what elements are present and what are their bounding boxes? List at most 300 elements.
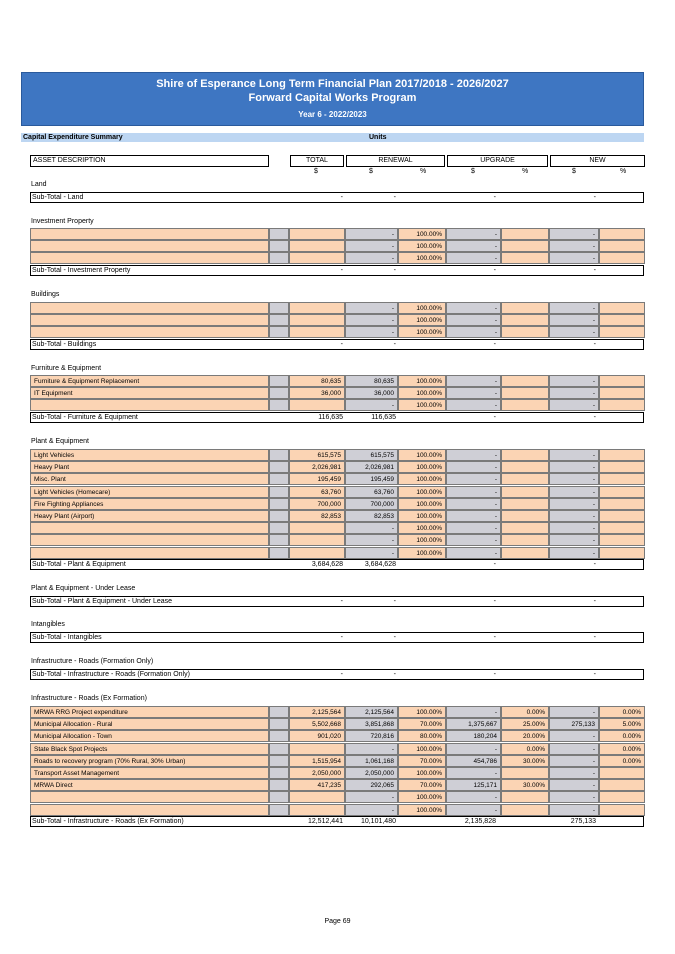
cell-renewal-pct[interactable]: 100.00% bbox=[398, 387, 446, 399]
cell-new-pct[interactable] bbox=[599, 510, 645, 522]
cell-total[interactable]: 2,026,981 bbox=[289, 461, 345, 473]
cell-desc[interactable]: Light Vehicles (Homecare) bbox=[30, 486, 269, 498]
cell-renewal-pct[interactable]: 100.00% bbox=[398, 706, 446, 718]
units-label: Units bbox=[369, 134, 387, 141]
cell-upgrade[interactable]: - bbox=[446, 498, 501, 510]
cell-upgrade[interactable]: - bbox=[446, 547, 501, 559]
cell-new-pct[interactable]: 0.00% bbox=[599, 743, 645, 755]
cell-new-pct[interactable] bbox=[599, 228, 645, 240]
cell-renewal[interactable]: 3,851,868 bbox=[345, 718, 398, 730]
cell-renewal[interactable]: - bbox=[345, 522, 398, 534]
subtotal-renewal: - bbox=[393, 634, 396, 641]
cell-upgrade[interactable]: - bbox=[446, 473, 501, 485]
cell-total[interactable]: 615,575 bbox=[289, 449, 345, 461]
subtotal-total: - bbox=[340, 671, 343, 678]
cell-renewal-pct[interactable]: 100.00% bbox=[398, 486, 446, 498]
cell-desc[interactable]: IT Equipment bbox=[30, 387, 269, 399]
cell-renewal[interactable]: 195,459 bbox=[345, 473, 398, 485]
spacer-cell bbox=[269, 461, 289, 473]
subtotal-new: 275,133 bbox=[570, 818, 596, 825]
cell-renewal[interactable]: 2,026,981 bbox=[345, 461, 398, 473]
cell-renewal-pct[interactable]: 100.00% bbox=[398, 228, 446, 240]
cell-renewal-pct[interactable]: 100.00% bbox=[398, 314, 446, 326]
spacer-cell bbox=[269, 791, 289, 803]
cell-renewal[interactable]: - bbox=[345, 228, 398, 240]
cell-total[interactable] bbox=[289, 314, 345, 326]
subtotal-renewal: - bbox=[393, 341, 396, 348]
subtotal-total: - bbox=[340, 341, 343, 348]
unit-total: $ bbox=[314, 168, 318, 175]
cell-total[interactable]: 901,020 bbox=[289, 730, 345, 742]
cell-renewal[interactable]: 63,760 bbox=[345, 486, 398, 498]
cell-new-pct[interactable]: 0.00% bbox=[599, 706, 645, 718]
cell-renewal-pct[interactable]: 100.00% bbox=[398, 498, 446, 510]
cell-new-pct[interactable] bbox=[599, 387, 645, 399]
cell-desc[interactable]: Transport Asset Management bbox=[30, 767, 269, 779]
cell-upgrade[interactable]: - bbox=[446, 510, 501, 522]
cell-renewal-pct[interactable]: 100.00% bbox=[398, 510, 446, 522]
subtotal-upgrade: - bbox=[493, 194, 496, 201]
cell-desc[interactable]: Fire Fighting Appliances bbox=[30, 498, 269, 510]
cell-upgrade[interactable]: - bbox=[446, 767, 501, 779]
section-title: Infrastructure - Roads (Formation Only) bbox=[31, 658, 154, 665]
cell-renewal-pct[interactable]: 100.00% bbox=[398, 461, 446, 473]
cell-desc[interactable]: Heavy Plant (Airport) bbox=[30, 510, 269, 522]
cell-desc[interactable] bbox=[30, 240, 269, 252]
cell-new-pct[interactable] bbox=[599, 449, 645, 461]
subtotal-upgrade: - bbox=[493, 561, 496, 568]
cell-upgrade-pct[interactable]: 25.00% bbox=[501, 718, 549, 730]
cell-renewal[interactable]: - bbox=[345, 534, 398, 546]
subtotal-new: - bbox=[593, 561, 596, 568]
cell-renewal[interactable]: 36,000 bbox=[345, 387, 398, 399]
spacer-cell bbox=[269, 804, 289, 816]
cell-renewal-pct[interactable]: 100.00% bbox=[398, 326, 446, 338]
cell-new[interactable]: - bbox=[549, 779, 599, 791]
cell-new[interactable]: - bbox=[549, 804, 599, 816]
subtotal-label: Sub-Total - Investment Property bbox=[32, 267, 131, 274]
subtotal-new: - bbox=[593, 414, 596, 421]
spacer-cell bbox=[269, 387, 289, 399]
cell-upgrade-pct[interactable] bbox=[501, 387, 549, 399]
cell-renewal-pct[interactable]: 80.00% bbox=[398, 730, 446, 742]
subtotal-label: Sub-Total - Plant & Equipment - Under Lease bbox=[32, 598, 173, 605]
cell-desc[interactable]: MRWA Direct bbox=[30, 779, 269, 791]
cell-upgrade[interactable]: - bbox=[446, 387, 501, 399]
cell-new-pct[interactable] bbox=[599, 461, 645, 473]
cell-total[interactable] bbox=[289, 399, 345, 411]
cell-new[interactable]: - bbox=[549, 240, 599, 252]
cell-total[interactable]: 2,050,000 bbox=[289, 767, 345, 779]
cell-new[interactable]: - bbox=[549, 706, 599, 718]
cell-total[interactable]: 700,000 bbox=[289, 498, 345, 510]
cell-upgrade[interactable]: - bbox=[446, 486, 501, 498]
cell-total[interactable] bbox=[289, 240, 345, 252]
cell-new[interactable]: - bbox=[549, 326, 599, 338]
cell-renewal[interactable]: - bbox=[345, 791, 398, 803]
section-title: Land bbox=[31, 181, 47, 188]
cell-upgrade-pct[interactable] bbox=[501, 510, 549, 522]
cell-upgrade[interactable]: - bbox=[446, 461, 501, 473]
cell-desc[interactable] bbox=[30, 399, 269, 411]
cell-new-pct[interactable] bbox=[599, 498, 645, 510]
cell-total[interactable] bbox=[289, 228, 345, 240]
cell-upgrade[interactable]: - bbox=[446, 449, 501, 461]
cell-upgrade[interactable]: 125,171 bbox=[446, 779, 501, 791]
spacer-cell bbox=[269, 767, 289, 779]
cell-new[interactable]: - bbox=[549, 387, 599, 399]
cell-upgrade-pct[interactable] bbox=[501, 767, 549, 779]
cell-renewal[interactable]: 2,050,000 bbox=[345, 767, 398, 779]
cell-upgrade-pct[interactable] bbox=[501, 399, 549, 411]
subtotal-row bbox=[30, 596, 644, 607]
cell-new-pct[interactable] bbox=[599, 252, 645, 264]
cell-desc[interactable]: Municipal Allocation - Rural bbox=[30, 718, 269, 730]
cell-renewal-pct[interactable]: 100.00% bbox=[398, 534, 446, 546]
cell-renewal-pct[interactable]: 100.00% bbox=[398, 804, 446, 816]
subtotal-row bbox=[30, 559, 644, 570]
cell-total[interactable]: 417,235 bbox=[289, 779, 345, 791]
cell-new-pct[interactable] bbox=[599, 791, 645, 803]
subtotal-renewal: 10,101,480 bbox=[360, 818, 396, 825]
cell-upgrade-pct[interactable] bbox=[501, 240, 549, 252]
subtotal-total: 12,512,441 bbox=[307, 818, 343, 825]
unit-new-pct: % bbox=[620, 168, 627, 175]
cell-new-pct[interactable] bbox=[599, 534, 645, 546]
header-asset: ASSET DESCRIPTION bbox=[30, 155, 269, 167]
cell-renewal-pct[interactable]: 100.00% bbox=[398, 473, 446, 485]
cell-new-pct[interactable]: 0.00% bbox=[599, 755, 645, 767]
units-row bbox=[0, 168, 675, 178]
header-upgrade: UPGRADE bbox=[447, 155, 548, 167]
cell-upgrade-pct[interactable] bbox=[501, 228, 549, 240]
subtotal-renewal: - bbox=[393, 598, 396, 605]
spacer-cell bbox=[269, 252, 289, 264]
cell-upgrade[interactable]: 180,204 bbox=[446, 730, 501, 742]
cell-upgrade-pct[interactable] bbox=[501, 449, 549, 461]
cell-new[interactable]: - bbox=[549, 399, 599, 411]
cell-renewal[interactable]: 292,065 bbox=[345, 779, 398, 791]
subtotal-new: - bbox=[593, 598, 596, 605]
subtotal-upgrade: - bbox=[493, 634, 496, 641]
subtotal-upgrade: - bbox=[493, 671, 496, 678]
subtotal-upgrade: - bbox=[493, 598, 496, 605]
cell-upgrade-pct[interactable] bbox=[501, 314, 549, 326]
cell-upgrade-pct[interactable] bbox=[501, 522, 549, 534]
cell-renewal-pct[interactable]: 70.00% bbox=[398, 779, 446, 791]
cell-renewal-pct[interactable]: 100.00% bbox=[398, 791, 446, 803]
cell-renewal[interactable]: 2,125,564 bbox=[345, 706, 398, 718]
cell-renewal-pct[interactable]: 100.00% bbox=[398, 767, 446, 779]
cell-upgrade[interactable]: - bbox=[446, 240, 501, 252]
cell-new-pct[interactable]: 5.00% bbox=[599, 718, 645, 730]
cell-new-pct[interactable] bbox=[599, 326, 645, 338]
subtotal-label: Sub-Total - Plant & Equipment bbox=[32, 561, 126, 568]
cell-total[interactable] bbox=[289, 743, 345, 755]
cell-upgrade[interactable]: - bbox=[446, 804, 501, 816]
cell-upgrade-pct[interactable]: 0.00% bbox=[501, 706, 549, 718]
spacer-cell bbox=[269, 399, 289, 411]
cell-upgrade-pct[interactable] bbox=[501, 547, 549, 559]
cell-upgrade[interactable]: - bbox=[446, 522, 501, 534]
cell-desc[interactable] bbox=[30, 228, 269, 240]
spacer-cell bbox=[269, 755, 289, 767]
summary-label: Capital Expenditure Summary bbox=[23, 134, 123, 141]
cell-renewal-pct[interactable]: 100.00% bbox=[398, 240, 446, 252]
cell-new[interactable]: - bbox=[549, 522, 599, 534]
cell-desc[interactable] bbox=[30, 534, 269, 546]
cell-desc[interactable]: Heavy Plant bbox=[30, 461, 269, 473]
cell-upgrade-pct[interactable] bbox=[501, 498, 549, 510]
subtotal-upgrade: - bbox=[493, 267, 496, 274]
spacer-cell bbox=[269, 473, 289, 485]
cell-new[interactable]: - bbox=[549, 791, 599, 803]
cell-renewal[interactable]: 1,061,168 bbox=[345, 755, 398, 767]
cell-renewal[interactable]: - bbox=[345, 399, 398, 411]
cell-upgrade-pct[interactable] bbox=[501, 473, 549, 485]
cell-renewal[interactable]: - bbox=[345, 314, 398, 326]
spacer-cell bbox=[269, 228, 289, 240]
subtotal-label: Sub-Total - Infrastructure - Roads (Ex Formation) bbox=[32, 818, 184, 825]
subtotal-total: 3,684,628 bbox=[311, 561, 343, 568]
cell-new-pct[interactable] bbox=[599, 240, 645, 252]
cell-renewal[interactable]: 700,000 bbox=[345, 498, 398, 510]
cell-new[interactable]: - bbox=[549, 498, 599, 510]
cell-total[interactable]: 80,635 bbox=[289, 375, 345, 387]
cell-desc[interactable] bbox=[30, 522, 269, 534]
report-subtitle: Forward Capital Works Program bbox=[248, 92, 417, 104]
cell-renewal-pct[interactable]: 100.00% bbox=[398, 547, 446, 559]
cell-desc[interactable] bbox=[30, 547, 269, 559]
cell-upgrade[interactable]: - bbox=[446, 743, 501, 755]
cell-new[interactable]: - bbox=[549, 473, 599, 485]
subtotal-new: - bbox=[593, 194, 596, 201]
subtotal-label: Sub-Total - Buildings bbox=[32, 341, 97, 348]
cell-total[interactable]: 195,459 bbox=[289, 473, 345, 485]
cell-upgrade-pct[interactable] bbox=[501, 461, 549, 473]
cell-new-pct[interactable] bbox=[599, 767, 645, 779]
cell-upgrade[interactable]: - bbox=[446, 791, 501, 803]
cell-new[interactable]: - bbox=[549, 461, 599, 473]
subtotal-new: - bbox=[593, 267, 596, 274]
cell-renewal-pct[interactable]: 100.00% bbox=[398, 449, 446, 461]
cell-renewal-pct[interactable]: 100.00% bbox=[398, 375, 446, 387]
cell-renewal-pct[interactable]: 70.00% bbox=[398, 718, 446, 730]
spacer-cell bbox=[269, 302, 289, 314]
cell-new[interactable]: - bbox=[549, 449, 599, 461]
cell-renewal[interactable]: - bbox=[345, 804, 398, 816]
cell-upgrade-pct[interactable] bbox=[501, 486, 549, 498]
header-renewal: RENEWAL bbox=[346, 155, 445, 167]
cell-upgrade[interactable]: - bbox=[446, 399, 501, 411]
cell-total[interactable]: 5,502,668 bbox=[289, 718, 345, 730]
cell-desc[interactable] bbox=[30, 314, 269, 326]
cell-total[interactable] bbox=[289, 326, 345, 338]
cell-upgrade[interactable]: - bbox=[446, 375, 501, 387]
cell-desc[interactable] bbox=[30, 252, 269, 264]
cell-new[interactable]: - bbox=[549, 743, 599, 755]
cell-total[interactable] bbox=[289, 804, 345, 816]
cell-desc[interactable]: Light Vehicles bbox=[30, 449, 269, 461]
cell-renewal[interactable]: - bbox=[345, 326, 398, 338]
cell-renewal[interactable]: - bbox=[345, 252, 398, 264]
cell-new[interactable]: - bbox=[549, 755, 599, 767]
cell-desc[interactable]: Furniture & Equipment Replacement bbox=[30, 375, 269, 387]
cell-upgrade[interactable]: - bbox=[446, 534, 501, 546]
subtotal-renewal: 3,684,628 bbox=[364, 561, 396, 568]
cell-upgrade-pct[interactable]: 30.00% bbox=[501, 755, 549, 767]
subtotal-row bbox=[30, 265, 644, 276]
cell-new-pct[interactable] bbox=[599, 547, 645, 559]
cell-new-pct[interactable] bbox=[599, 302, 645, 314]
cell-upgrade-pct[interactable] bbox=[501, 326, 549, 338]
report-year: Year 6 - 2022/2023 bbox=[298, 110, 367, 119]
cell-upgrade[interactable]: - bbox=[446, 252, 501, 264]
cell-renewal[interactable]: 82,853 bbox=[345, 510, 398, 522]
cell-renewal-pct[interactable]: 100.00% bbox=[398, 399, 446, 411]
cell-upgrade-pct[interactable] bbox=[501, 804, 549, 816]
cell-upgrade-pct[interactable] bbox=[501, 302, 549, 314]
cell-renewal[interactable]: - bbox=[345, 240, 398, 252]
cell-desc[interactable] bbox=[30, 326, 269, 338]
cell-upgrade[interactable]: - bbox=[446, 228, 501, 240]
cell-total[interactable]: 1,515,954 bbox=[289, 755, 345, 767]
cell-renewal-pct[interactable]: 100.00% bbox=[398, 252, 446, 264]
cell-total[interactable] bbox=[289, 302, 345, 314]
cell-new-pct[interactable]: 0.00% bbox=[599, 730, 645, 742]
cell-new[interactable]: 275,133 bbox=[549, 718, 599, 730]
spacer-cell bbox=[269, 743, 289, 755]
cell-desc[interactable] bbox=[30, 791, 269, 803]
section-title: Investment Property bbox=[31, 218, 94, 225]
cell-new[interactable]: - bbox=[549, 510, 599, 522]
cell-new[interactable]: - bbox=[549, 228, 599, 240]
cell-renewal[interactable]: - bbox=[345, 547, 398, 559]
cell-upgrade-pct[interactable]: 30.00% bbox=[501, 779, 549, 791]
cell-new[interactable]: - bbox=[549, 486, 599, 498]
cell-new[interactable]: - bbox=[549, 302, 599, 314]
cell-upgrade-pct[interactable] bbox=[501, 791, 549, 803]
cell-desc[interactable]: Roads to recovery program (70% Rural, 30% Urban) bbox=[30, 755, 269, 767]
subtotal-label: Sub-Total - Intangibles bbox=[32, 634, 102, 641]
subtotal-label: Sub-Total - Infrastructure - Roads (Formation Only) bbox=[32, 671, 190, 678]
cell-new[interactable]: - bbox=[549, 534, 599, 546]
cell-renewal-pct[interactable]: 100.00% bbox=[398, 743, 446, 755]
cell-new-pct[interactable] bbox=[599, 473, 645, 485]
spacer-cell bbox=[269, 718, 289, 730]
spacer-cell bbox=[269, 314, 289, 326]
subtotal-new: - bbox=[593, 671, 596, 678]
cell-desc[interactable]: Misc. Plant bbox=[30, 473, 269, 485]
cell-new-pct[interactable] bbox=[599, 522, 645, 534]
cell-total[interactable]: 2,125,564 bbox=[289, 706, 345, 718]
subtotal-label: Sub-Total - Land bbox=[32, 194, 84, 201]
cell-total[interactable]: 82,853 bbox=[289, 510, 345, 522]
cell-desc[interactable]: MRWA RRG Project expenditure bbox=[30, 706, 269, 718]
cell-upgrade-pct[interactable] bbox=[501, 534, 549, 546]
cell-new-pct[interactable] bbox=[599, 779, 645, 791]
unit-renewal-pct: % bbox=[420, 168, 427, 175]
subtotal-row bbox=[30, 192, 644, 203]
spacer-cell bbox=[269, 498, 289, 510]
cell-upgrade[interactable]: 1,375,667 bbox=[446, 718, 501, 730]
cell-new-pct[interactable] bbox=[599, 486, 645, 498]
cell-total[interactable] bbox=[289, 547, 345, 559]
cell-upgrade-pct[interactable]: 20.00% bbox=[501, 730, 549, 742]
spacer-cell bbox=[269, 706, 289, 718]
cell-total[interactable] bbox=[289, 252, 345, 264]
spacer-cell bbox=[269, 486, 289, 498]
spacer-cell bbox=[269, 449, 289, 461]
cell-renewal[interactable]: 80,635 bbox=[345, 375, 398, 387]
cell-total[interactable] bbox=[289, 791, 345, 803]
subtotal-total: 116,635 bbox=[318, 414, 343, 421]
subtotal-total: - bbox=[340, 194, 343, 201]
section-title: Furniture & Equipment bbox=[31, 365, 102, 372]
unit-upgrade-pct: % bbox=[522, 168, 529, 175]
subtotal-upgrade: - bbox=[493, 414, 496, 421]
cell-upgrade-pct[interactable] bbox=[501, 252, 549, 264]
subtotal-upgrade: 2,135,828 bbox=[464, 818, 496, 825]
cell-upgrade-pct[interactable]: 0.00% bbox=[501, 743, 549, 755]
cell-new[interactable]: - bbox=[549, 730, 599, 742]
cell-renewal-pct[interactable]: 70.00% bbox=[398, 755, 446, 767]
spacer-cell bbox=[269, 522, 289, 534]
cell-renewal[interactable]: 720,816 bbox=[345, 730, 398, 742]
cell-total[interactable]: 36,000 bbox=[289, 387, 345, 399]
subtotal-label: Sub-Total - Furniture & Equipment bbox=[32, 414, 138, 421]
cell-new-pct[interactable] bbox=[599, 804, 645, 816]
subtotal-total: - bbox=[340, 598, 343, 605]
subtotal-total: - bbox=[340, 267, 343, 274]
cell-desc[interactable] bbox=[30, 302, 269, 314]
cell-total[interactable] bbox=[289, 522, 345, 534]
cell-desc[interactable] bbox=[30, 804, 269, 816]
spacer-cell bbox=[269, 375, 289, 387]
cell-new[interactable]: - bbox=[549, 767, 599, 779]
subtotal-renewal: - bbox=[393, 194, 396, 201]
subtotal-row bbox=[30, 412, 644, 423]
subtotal-row bbox=[30, 669, 644, 680]
cell-new[interactable]: - bbox=[549, 547, 599, 559]
cell-renewal-pct[interactable]: 100.00% bbox=[398, 522, 446, 534]
cell-new-pct[interactable] bbox=[599, 375, 645, 387]
cell-total[interactable]: 63,760 bbox=[289, 486, 345, 498]
report-banner bbox=[21, 72, 644, 126]
cell-total[interactable] bbox=[289, 534, 345, 546]
cell-upgrade[interactable]: - bbox=[446, 706, 501, 718]
cell-new-pct[interactable] bbox=[599, 399, 645, 411]
spacer-cell bbox=[269, 534, 289, 546]
cell-desc[interactable]: State Black Spot Projects bbox=[30, 743, 269, 755]
subtotal-new: - bbox=[593, 341, 596, 348]
cell-upgrade[interactable]: 454,786 bbox=[446, 755, 501, 767]
cell-new[interactable]: - bbox=[549, 314, 599, 326]
cell-upgrade[interactable]: - bbox=[446, 326, 501, 338]
cell-new[interactable]: - bbox=[549, 252, 599, 264]
subtotal-renewal: - bbox=[393, 267, 396, 274]
cell-upgrade[interactable]: - bbox=[446, 314, 501, 326]
cell-new[interactable]: - bbox=[549, 375, 599, 387]
cell-desc[interactable]: Municipal Allocation - Town bbox=[30, 730, 269, 742]
cell-upgrade-pct[interactable] bbox=[501, 375, 549, 387]
cell-renewal[interactable]: 615,575 bbox=[345, 449, 398, 461]
cell-new-pct[interactable] bbox=[599, 314, 645, 326]
cell-renewal[interactable]: - bbox=[345, 743, 398, 755]
cell-renewal-pct[interactable]: 100.00% bbox=[398, 302, 446, 314]
cell-upgrade[interactable]: - bbox=[446, 302, 501, 314]
cell-renewal[interactable]: - bbox=[345, 302, 398, 314]
